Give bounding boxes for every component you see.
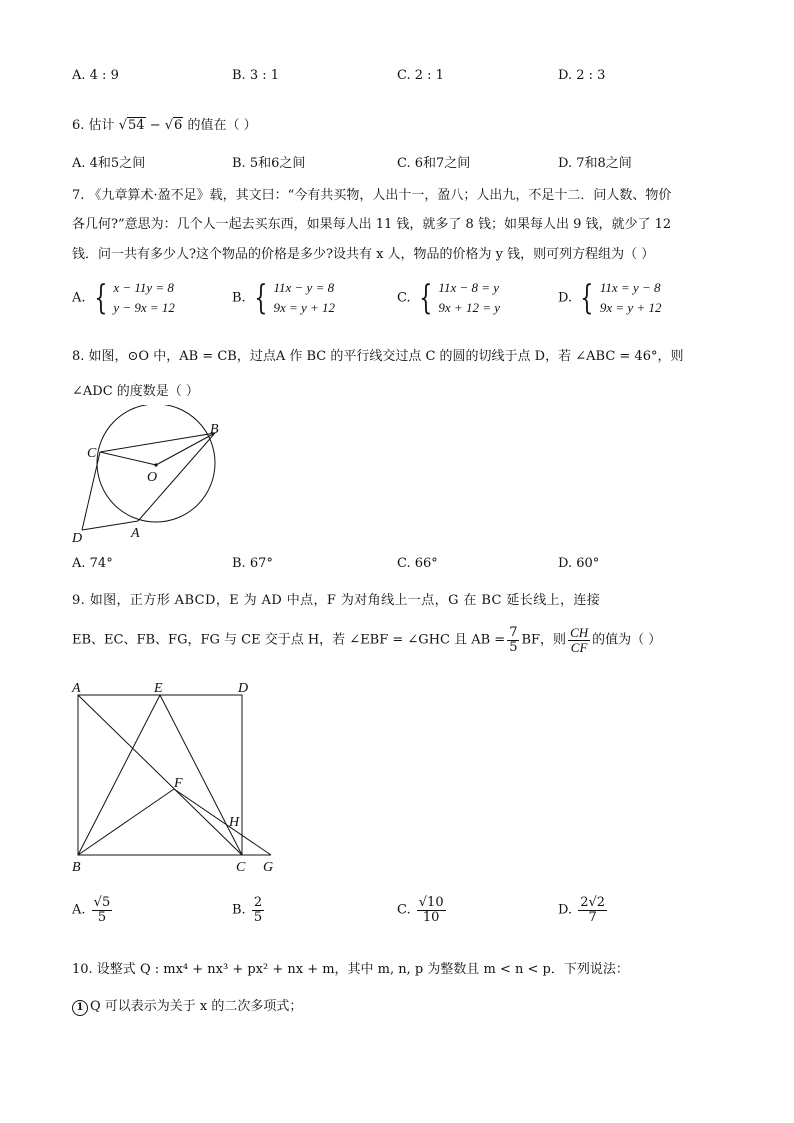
q9-line-2: EB、EC、FB、FG，FG 与 CE 交于点 H，若 ∠EBF = ∠GHC 且 AB = $\frac{7}{5}$ BF，则 $\frac{CH}{CF}$ 的值为（ ） (72, 625, 662, 655)
q7-line-1: 7. 《九章算术·盈不足》载，其文曰：“今有共买物，人出十一，盈八；人出九，不足十二．问人数、物价 (72, 188, 672, 203)
q5-option-a: A. 4 : 9 (72, 68, 119, 83)
q5-option-b: B. 3 : 1 (232, 68, 280, 83)
q5-option-c: C. 2 : 1 (397, 68, 444, 83)
q9-segment-fb (78, 789, 174, 855)
q9-option-c: C. $\frac{√10}{10}$ (397, 895, 444, 925)
q10-item-1: 1 Q 可以表示为关于 x 的二次多项式； (72, 995, 302, 1016)
q9-fraction-ch-cf: $\frac{CH}{CF}$ (570, 625, 589, 655)
circled-number-icon: 1 (72, 1000, 88, 1016)
q10-line-1: 10. 设整式 Q : mx⁴ + nx³ + px² + nx + m，其中 m, n, p 为整数且 m < n < p．下列说法： (72, 962, 629, 977)
q8-option-c: C. 66° (397, 556, 438, 571)
q8-option-a: A. 74° (72, 556, 113, 571)
q9-option-a: A. $\frac{√5}{5}$ (72, 895, 111, 925)
q6-option-d: D. 7和8之间 (558, 156, 632, 171)
q6-sqrt-6: √6 (164, 118, 183, 133)
q7-option-d: D. { 11x = y − 8 9x = y + 12 (558, 278, 662, 319)
q5-option-d: D. 2 : 3 (558, 68, 606, 83)
q6-option-a: A. 4和5之间 (72, 156, 146, 171)
q8-label-c: C (87, 446, 97, 461)
q7-line-2: 各几何?”意思为：几个人一起去买东西，如果每人出 11 钱，就多了 8 钱；如果每人出 9 钱，就少了 12 (72, 217, 672, 232)
q8-center-point (154, 463, 157, 466)
q9-label-g: G (263, 860, 274, 875)
q9-line-1: 9. 如图，正方形 ABCD，E 为 AD 中点，F 为对角线上一点，G 在 BC 延长线上，连接 (72, 593, 601, 608)
q8-line-2: ∠ADC 的度数是（ ） (72, 384, 199, 399)
q8-line-1: 8. 如图，⊙O 中，AB = CB，过点A 作 BC 的平行线交过点 C 的圆的切线于点 D，若 ∠ABC = 46°，则 (72, 349, 684, 364)
q9-label-a: A (72, 681, 81, 696)
q8-label-b: B (210, 422, 219, 437)
q8-label-d: D (72, 531, 83, 545)
q8-segment-da (82, 521, 138, 530)
q9-segment-fg (174, 789, 271, 855)
q7-option-a: A. { x − 11y = 8 y − 9x = 12 (72, 278, 175, 319)
q8-option-d: D. 60° (558, 556, 600, 571)
q9-segment-ec (160, 695, 242, 855)
q9-diagonal-ac (78, 695, 242, 855)
q9-fraction-7-5: $\frac{7}{5}$ (509, 625, 518, 655)
q8-option-b: B. 67° (232, 556, 273, 571)
q9-square-figure (66, 676, 286, 876)
q8-segment-cd (82, 452, 100, 530)
q8-label-a: A (131, 526, 140, 541)
q9-label-h: H (229, 815, 240, 830)
q7-option-c: C. { 11x − 8 = y 9x + 12 = y (397, 278, 500, 319)
q9-option-d: D. $\frac{2√2}{7}$ (558, 895, 606, 925)
q9-segment-eb (78, 695, 160, 855)
q6-sqrt-54: √54 (118, 118, 145, 133)
q6-stem: 6. 估计 √54 − √6 的值在（ ） (72, 118, 257, 133)
q8-segment-co (100, 452, 156, 465)
q9-option-b: B. $\frac{2}{5}$ (232, 895, 263, 925)
q6-option-c: C. 6和7之间 (397, 156, 471, 171)
q9-label-b: B (72, 860, 81, 875)
q7-option-b: B. { 11x − y = 8 9x = y + 12 (232, 278, 336, 319)
q8-label-o: O (147, 470, 158, 485)
q6-option-b: B. 5和6之间 (232, 156, 306, 171)
q9-label-e: E (154, 681, 163, 696)
q9-label-c: C (236, 860, 246, 875)
q9-label-f: F (174, 776, 183, 791)
q9-label-d: D (238, 681, 249, 696)
q7-line-3: 钱．问一共有多少人?这个物品的价格是多少?设共有 x 人，物品的价格为 y 钱，则可列方程组为（ ） (72, 247, 655, 262)
q8-circle-figure (70, 405, 240, 545)
